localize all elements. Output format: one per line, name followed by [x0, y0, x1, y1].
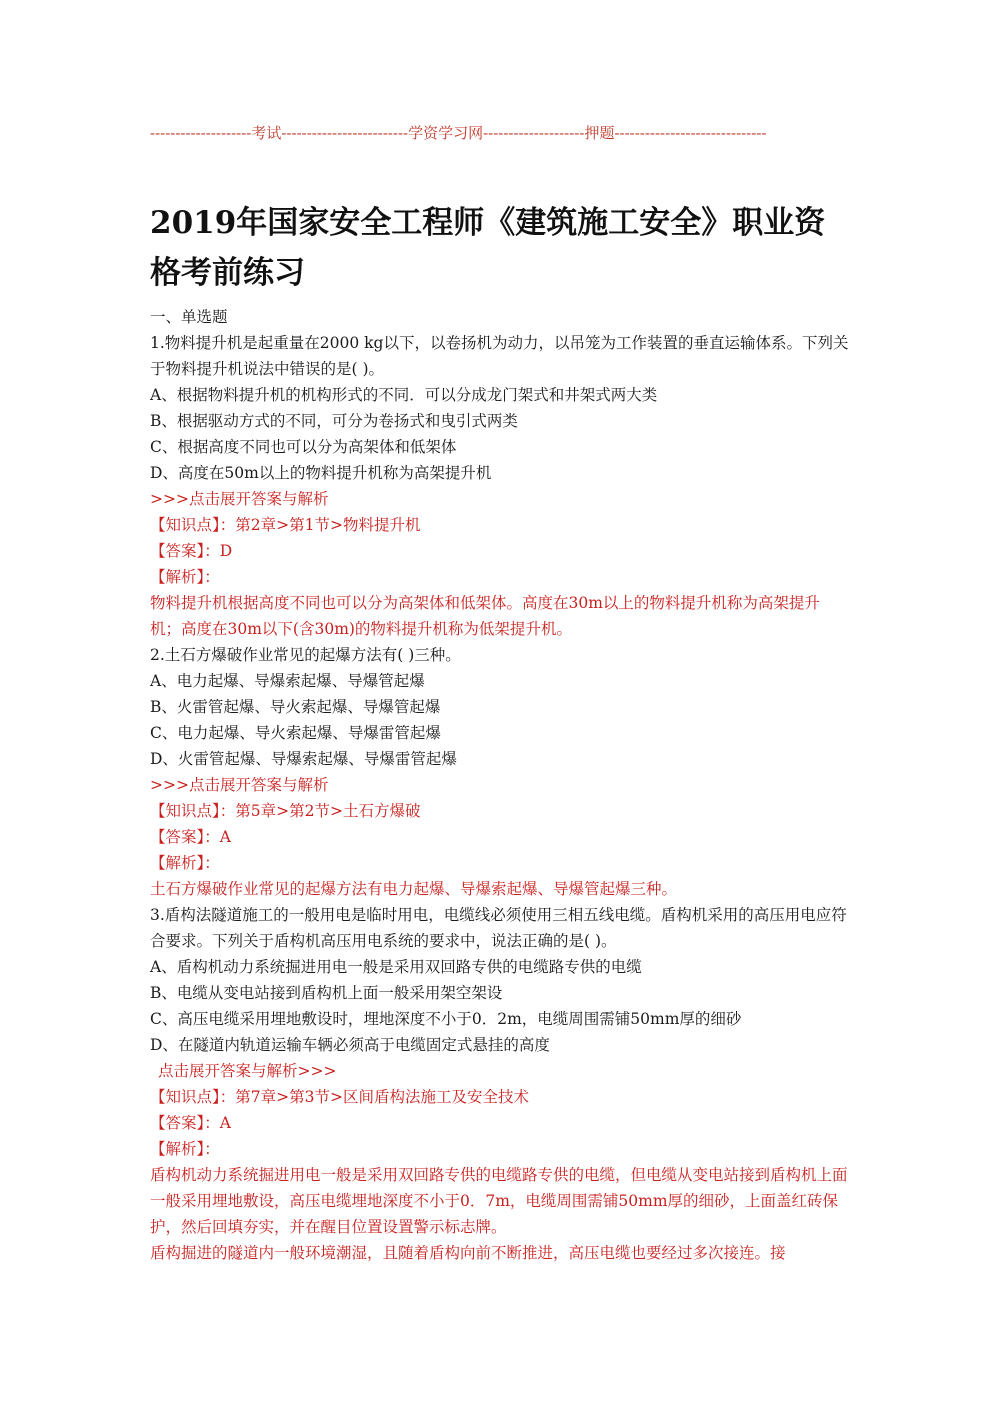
- page-header: --------------------考试-------------------------学资学习网--------------------押题------------------------------: [150, 124, 767, 142]
- option-c: C、电力起爆、导火索起爆、导爆雷管起爆: [150, 724, 441, 742]
- option-b: B、火雷管起爆、导火索起爆、导爆管起爆: [150, 698, 441, 716]
- option-d: D、在隧道内轨道运输车辆必须高于电缆固定式悬挂的高度: [150, 1036, 550, 1054]
- knowledge-point: 【知识点】：第7章>第3节>区间盾构法施工及安全技术: [150, 1088, 529, 1106]
- option-d: D、高度在50m以上的物料提升机称为高架提升机: [150, 464, 492, 482]
- question-stem: 2.土石方爆破作业常见的起爆方法有( )三种。: [150, 646, 461, 664]
- analysis-label: 【解析】：: [150, 568, 220, 586]
- option-a: A、电力起爆、导爆索起爆、导爆管起爆: [150, 672, 425, 690]
- question-3: [150, 902, 850, 1266]
- option-d: D、火雷管起爆、导爆索起爆、导爆雷管起爆: [150, 750, 457, 768]
- analysis-text-continued: 盾构掘进的隧道内一般环境潮湿，且随着盾构向前不断推进，高压电缆也要经过多次接连。接: [150, 1244, 786, 1262]
- analysis-text: 物料提升机根据高度不同也可以分为高架体和低架体。高度在30m以上的物料提升机称为高架提升机；高度在30m以下(含30m)的物料提升机称为低架提升机。: [150, 594, 820, 638]
- knowledge-point: 【知识点】：第2章>第1节>物料提升机: [150, 516, 421, 534]
- page-title: 2019年国家安全工程师《建筑施工安全》职业资格考前练习: [150, 205, 826, 291]
- option-a: A、盾构机动力系统掘进用电一般是采用双回路专供的电缆路专供的电缆: [150, 958, 642, 976]
- option-b: B、根据驱动方式的不同，可分为卷扬式和曳引式两类: [150, 412, 518, 430]
- analysis-label: 【解析】：: [150, 854, 220, 872]
- analysis-text: 盾构机动力系统掘进用电一般是采用双回路专供的电缆路专供的电缆，但电缆从变电站接到盾构机上面一般采用埋地敷设，高压电缆埋地深度不小于0．7m，电缆周围需铺50mm厚的细砂，上面盖红砖保护，然后回填夯实，并在醒目位置设置警示标志牌。: [150, 1166, 848, 1236]
- option-a: A、根据物料提升机的机构形式的不同．可以分成龙门架式和井架式两大类: [150, 386, 658, 404]
- analysis-text: 土石方爆破作业常见的起爆方法有电力起爆、导爆索起爆、导爆管起爆三种。: [150, 880, 678, 898]
- analysis-label: 【解析】：: [150, 1140, 220, 1158]
- answer: 【答案】：A: [150, 1114, 231, 1132]
- option-c: C、根据高度不同也可以分为高架体和低架体: [150, 438, 457, 456]
- question-stem: 3.盾构法隧道施工的一般用电是临时用电，电缆线必须使用三相五线电缆。盾构机采用的高压用电应符合要求。下列关于盾构机高压用电系统的要求中，说法正确的是( )。: [150, 906, 847, 950]
- expand-answer-link[interactable]: >>>点击展开答案与解析: [150, 776, 329, 794]
- question-stem: 1.物料提升机是起重量在2000 kg以下，以卷扬机为动力，以吊笼为工作装置的垂直运输体系。下列关于物料提升机说法中错误的是( )。: [150, 334, 849, 378]
- expand-answer-link[interactable]: 点击展开答案与解析>>>: [158, 1062, 337, 1080]
- question-1: [150, 330, 850, 642]
- option-b: B、电缆从变电站接到盾构机上面一般采用架空架设: [150, 984, 503, 1002]
- option-c: C、高压电缆采用埋地敷设时，埋地深度不小于0．2m，电缆周围需铺50mm厚的细砂: [150, 1010, 742, 1028]
- expand-answer-link[interactable]: >>>点击展开答案与解析: [150, 490, 329, 508]
- question-2: [150, 642, 850, 902]
- content: [150, 304, 850, 1266]
- answer: 【答案】：A: [150, 828, 231, 846]
- answer: 【答案】：D: [150, 542, 233, 560]
- section-heading: 一、单选题: [150, 308, 228, 326]
- knowledge-point: 【知识点】：第5章>第2节>土石方爆破: [150, 802, 421, 820]
